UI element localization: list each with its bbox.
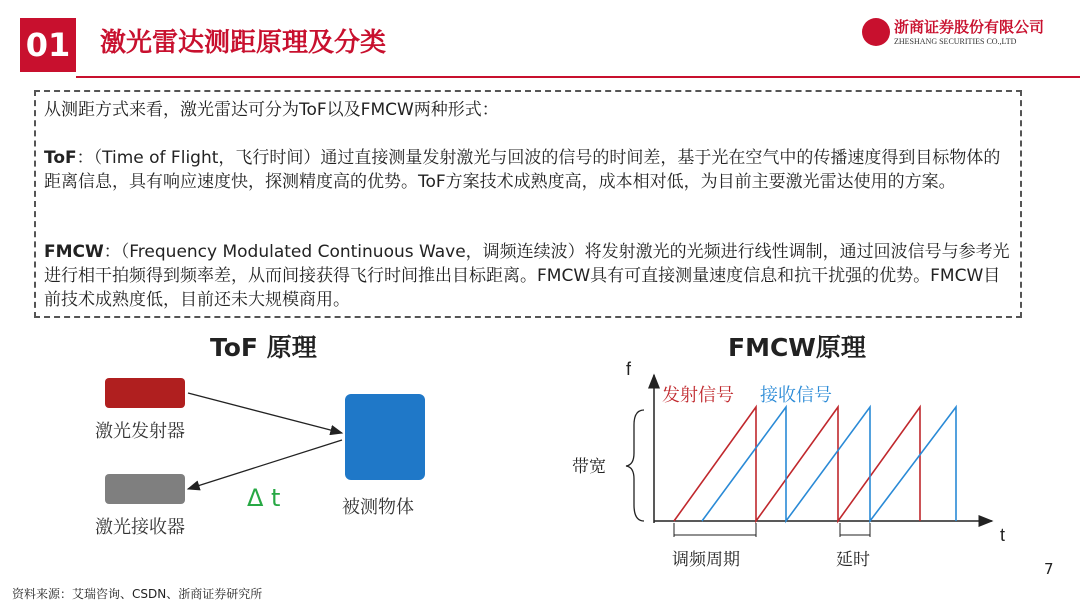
target-object-label: 被测物体 [342,497,414,518]
t-axis-label: t [1000,525,1006,545]
receive-signal [702,407,956,521]
logo-name-en: ZHESHANG SECURITIES CO.,LTD [894,37,1017,46]
fmcw-diagram-title: FMCW原理 [728,333,866,362]
time-difference-label: Δ t [247,484,281,512]
bandwidth-brace [626,410,644,521]
period-label: 调频周期 [672,550,740,570]
transmit-signal-label: 发射信号 [662,385,734,406]
source-note: 资料来源：艾瑞咨询、CSDN、浙商证券研究所 [12,587,263,601]
page-title: 激光雷达测距原理及分类 [100,28,387,58]
tof-description: ：（Time of Flight，飞行时间）通过直接测量发射激光与回波的信号的时间差，基于光在空气中的传播速度得到目标物体的距离信息，具有响应速度快，探测精度高的优势。ToF方案技术成熟度高，成本相对低，为目前主要激光雷达使用的方案。 [44,148,1001,192]
laser-receiver-block [105,474,185,504]
laser-emitter-label: 激光发射器 [95,421,185,442]
receive-signal-label: 接收信号 [760,385,832,406]
return-arrow [188,440,342,489]
laser-receiver-label: 激光接收器 [95,517,185,538]
tof-diagram-title: ToF 原理 [210,333,317,362]
f-axis-label: f [626,359,632,379]
bandwidth-label: 带宽 [572,457,606,477]
section-number-badge: 01 [20,18,76,72]
delay-label: 延时 [836,550,870,570]
laser-emitter-block [105,378,185,408]
fmcw-term: FMCW [44,242,104,262]
tof-term: ToF [44,148,77,168]
fmcw-description: ：（Frequency Modulated Continuous Wave，调频连续波）将发射激光的光频进行线性调制，通过回波信号与参考光进行相干拍频得到频率差，从而间接获得飞行时间推出目标距离。FMCW具有可直接测量速度信息和抗干扰强的优势。FMCW目前技术成熟度低，目前还未大规模商用。 [44,242,1010,310]
logo-name-cn: 浙商证券股份有限公司 [894,18,1045,36]
intro-sentence: 从测距方式来看，激光雷达可分为ToF以及FMCW两种形式： [44,100,499,120]
emit-arrow [188,393,342,433]
target-object-block [345,394,425,480]
page-number: 7 [1044,560,1054,578]
fmcw-chart [560,355,1030,587]
